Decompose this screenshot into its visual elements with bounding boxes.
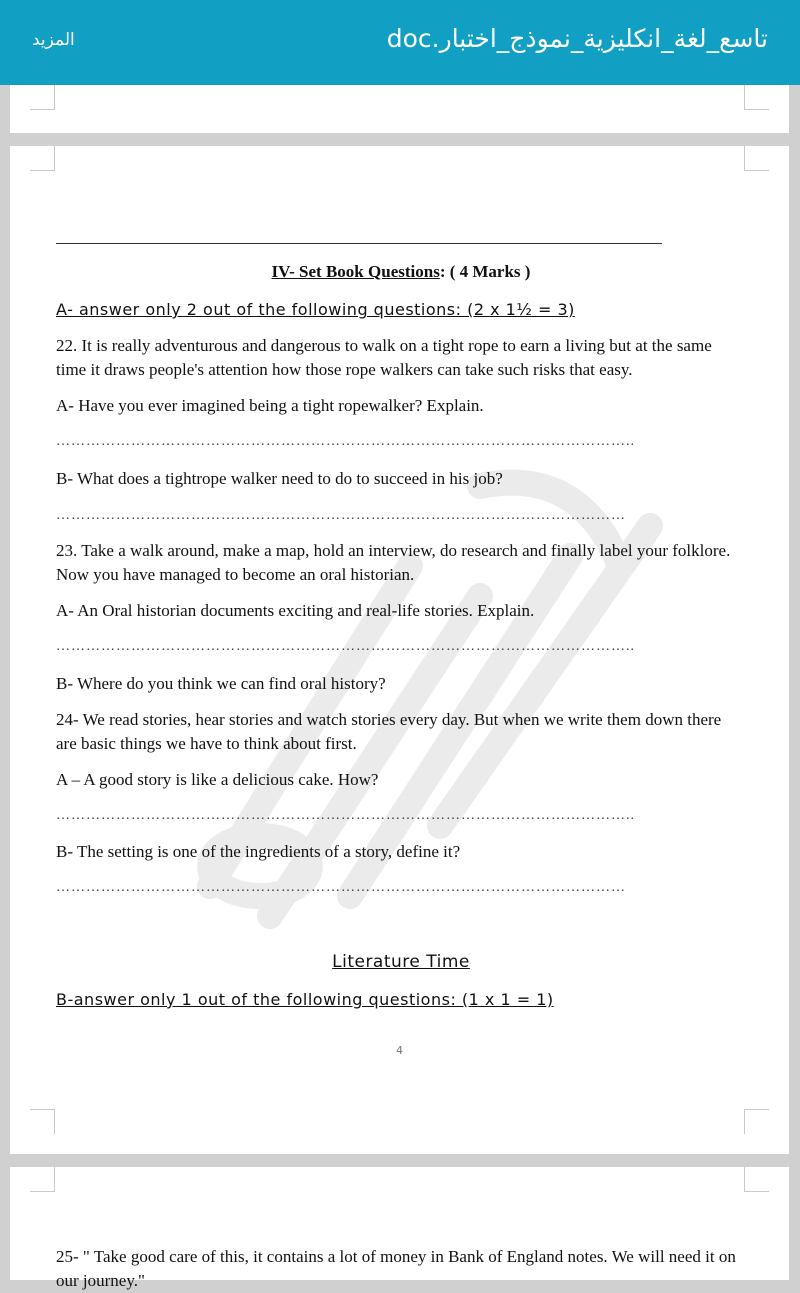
document-title: تاسع_لغة_انكليزية_نموذج_اختبار.doc bbox=[386, 24, 768, 53]
crop-mark-icon bbox=[30, 146, 55, 171]
section-heading-title: IV- Set Book Questions bbox=[271, 262, 440, 281]
crop-mark-icon bbox=[744, 1109, 769, 1134]
instruction-b: B-answer only 1 out of the following questions: (1 x 1 = 1) bbox=[56, 990, 554, 1009]
question-23: 23. Take a walk around, make a map, hold an interview, do research and finally label your folklore. Now you have managed to become an oral historian. bbox=[56, 541, 731, 584]
app-toolbar bbox=[0, 0, 800, 85]
answer-line: …………………………………………………………………………………………………….. bbox=[56, 434, 635, 449]
question-25: 25- " Take good care of this, it contains a lot of money in Bank of England notes. We will need it on our journey." bbox=[56, 1247, 736, 1290]
question-22-a: A- Have you ever imagined being a tight ropewalker? Explain. bbox=[56, 396, 484, 415]
literature-title: Literature Time bbox=[332, 952, 470, 972]
question-22: 22. It is really adventurous and dangerous to walk on a tight rope to earn a living but at the same time it draws people's attention how those rope walkers can take such risks that easy. bbox=[56, 336, 712, 379]
more-button[interactable]: المزيد bbox=[32, 30, 75, 50]
horizontal-rule bbox=[56, 243, 662, 244]
page-number: 4 bbox=[396, 1044, 403, 1057]
question-23-b: B- Where do you think we can find oral history? bbox=[56, 674, 386, 693]
question-24-a: A – A good story is like a delicious cake. How? bbox=[56, 770, 379, 789]
crop-mark-icon bbox=[30, 85, 55, 110]
crop-mark-icon bbox=[30, 1167, 55, 1192]
section-heading-marks: : ( 4 Marks ) bbox=[439, 262, 531, 281]
question-23-a: A- An Oral historian documents exciting and real-life stories. Explain. bbox=[56, 601, 535, 620]
section-heading bbox=[56, 260, 746, 284]
answer-line: …………………………………………………………………………………………………… bbox=[56, 880, 626, 895]
crop-mark-icon bbox=[744, 146, 769, 171]
crop-mark-icon bbox=[744, 85, 769, 110]
instruction-a: A- answer only 2 out of the following questions: (2 x 1½ = 3) bbox=[56, 300, 575, 319]
crop-mark-icon bbox=[744, 1167, 769, 1192]
answer-line: …………………………………………………………………………………………………… bbox=[56, 508, 626, 523]
answer-line: …………………………………………………………………………………………………….. bbox=[56, 639, 635, 654]
crop-mark-icon bbox=[30, 1109, 55, 1134]
next-page[interactable] bbox=[10, 1167, 789, 1290]
document-page[interactable] bbox=[10, 146, 789, 1154]
question-22-b: B- What does a tightrope walker need to do to succeed in his job? bbox=[56, 469, 503, 488]
previous-page bbox=[10, 85, 789, 133]
answer-line: …………………………………………………………………………………………………….. bbox=[56, 808, 635, 823]
question-24-b: B- The setting is one of the ingredients of a story, define it? bbox=[56, 842, 461, 861]
question-24: 24- We read stories, hear stories and watch stories every day. But when we write them down there are basic things we have to think about first. bbox=[56, 710, 722, 753]
